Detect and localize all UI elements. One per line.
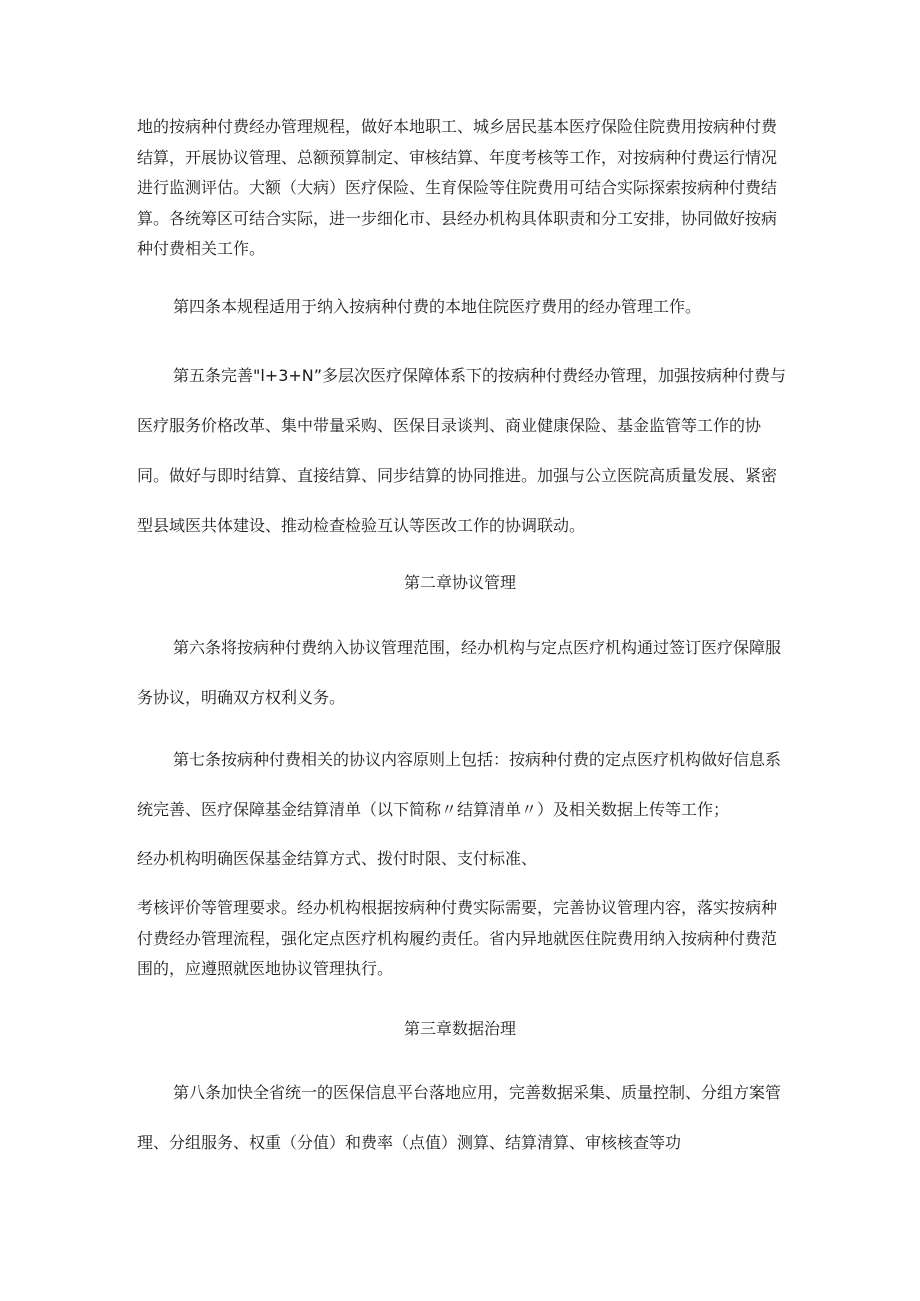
paragraph-1: 地的按病种付费经办管理规程，做好本地职工、城乡居民基本医疗保险住院费用按病种付费结算，开展协议管理、总额预算制定、审核结算、年度考核等工作，对按病种付费运行情况进行监测评估。大额（大病）医疗保险、生育保险等住院费用可结合实际探索按病种付费结算。各统筹区可结合实际，进一步细化市、县经办机构具体职责和分工安排，协同做好按病种付费相关工作。 — [137, 117, 778, 259]
paragraph-article-7-cont: 经办机构明确医保基金结算方式、拨付时限、支付标准、 — [137, 849, 538, 868]
chapter-heading-3: 第三章数据治理 — [403, 1019, 516, 1038]
paragraph-article-6: 第六条将按病种付费纳入协议管理范围，经办机构与定点医疗机构通过签订医疗保障服务协议，明确双方权利义务。 — [137, 638, 782, 707]
paragraph-article-7-end: 考核评价等管理要求。经办机构根据按病种付费实际需要，完善协议管理内容，落实按病种付费经办管理流程，强化定点医疗机构履约责任。省内异地就医住院费用纳入按病种付费范围的，应遵照就医地协议管理执行。 — [137, 898, 778, 979]
paragraph-article-7: 第七条按病种付费相关的协议内容原则上包括：按病种付费的定点医疗机构做好信息系统完善、医疗保障基金结算清单（以下简称〃结算清单〃）及相关数据上传等工作； — [137, 750, 782, 819]
paragraph-article-4: 第四条本规程适用于纳入按病种付费的本地住院医疗费用的经办管理工作。 — [173, 297, 702, 316]
paragraph-article-8: 第八条加快全省统一的医保信息平台落地应用，完善数据采集、质量控制、分组方案管理、分组服务、权重（分值）和费率（点值）测算、结算清算、审核核查等功 — [137, 1083, 782, 1152]
paragraph-article-5: 第五条完善"l+3+N”多层次医疗保障体系下的按病种付费经办管理，加强按病种付费与医疗服务价格改革、集中带量采购、医保目录谈判、商业健康保险、基金监管等工作的协同。做好与即时结算、直接结算、同步结算的协同推进。加强与公立医院高质量发展、紧密型县域医共体建设、推动检查检验互认等医改工作的协调联动。 — [137, 366, 787, 535]
chapter-heading-2: 第二章协议管理 — [403, 573, 516, 592]
